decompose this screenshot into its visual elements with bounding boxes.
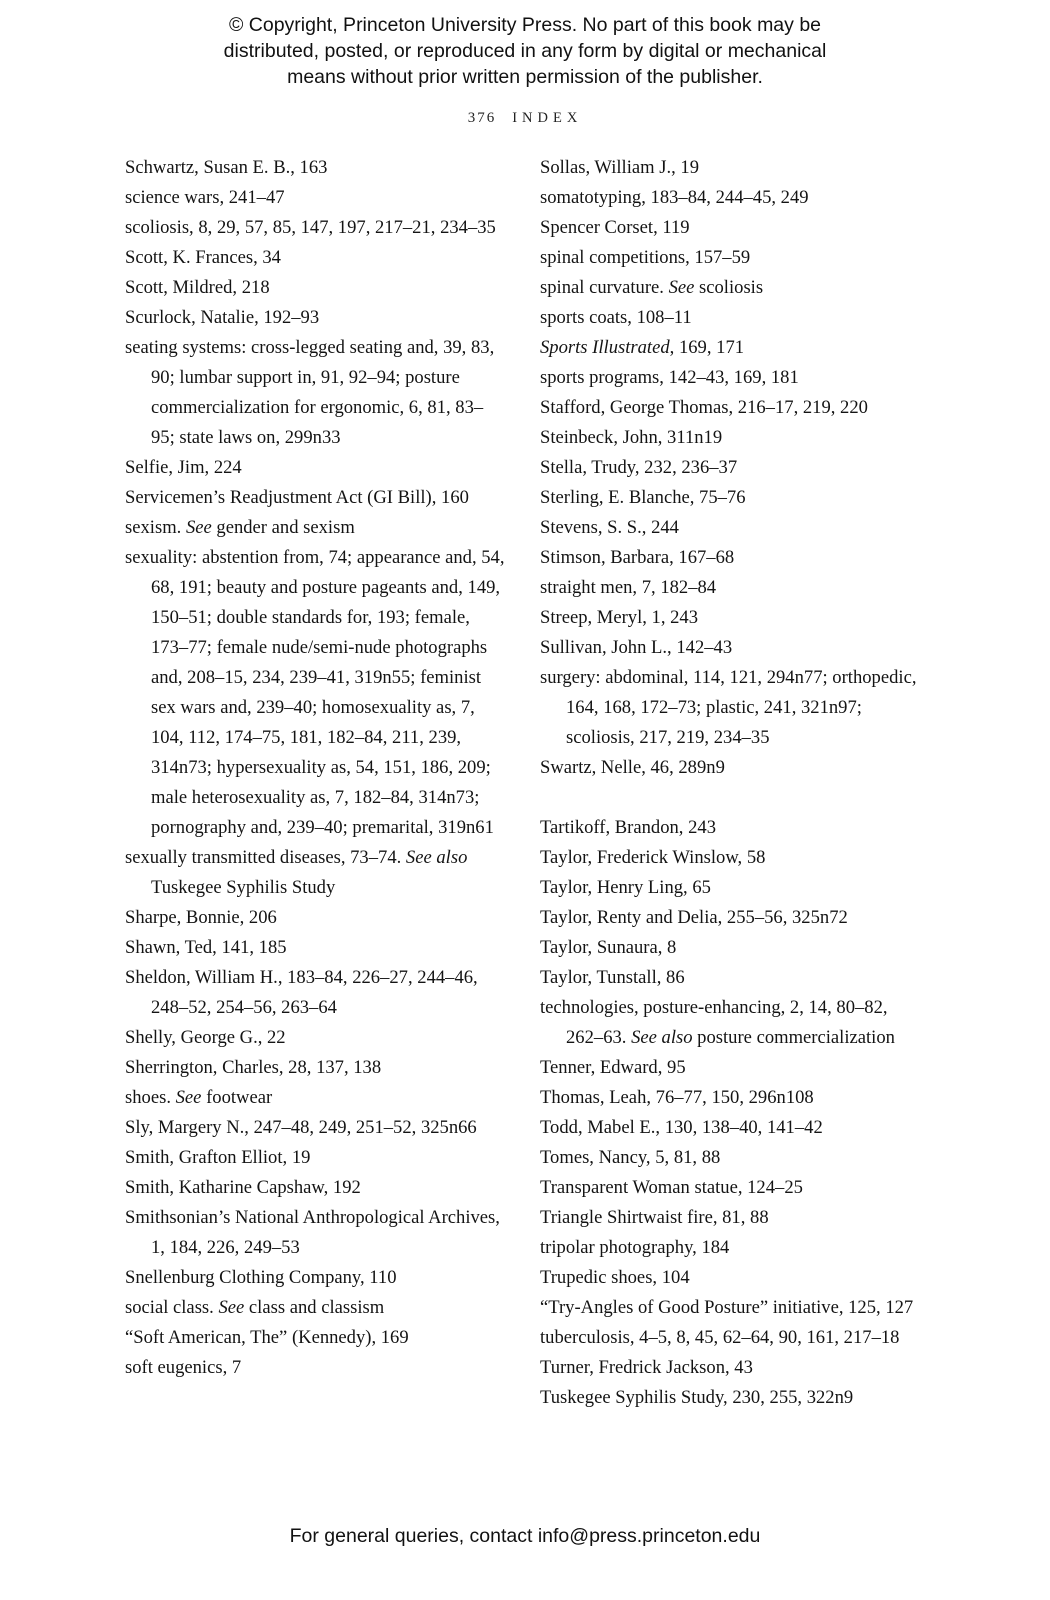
index-left-column	[125, 153, 506, 1413]
index-entry: Scott, K. Frances, 34	[125, 247, 281, 268]
index-entry: surgery: abdominal, 114, 121, 294n77; orthopedic, 164, 168, 172–73; plastic, 241, 321n97; scoliosis, 217, 219, 234–35	[540, 667, 917, 748]
index-entry: shoes. See footwear	[125, 1087, 273, 1108]
index-entry: Tuskegee Syphilis Study, 230, 255, 322n9	[540, 1387, 854, 1408]
index-entry: Thomas, Leah, 76–77, 150, 296n108	[540, 1087, 814, 1108]
index-entry: Taylor, Sunaura, 8	[540, 937, 677, 958]
index-entry: Smith, Grafton Elliot, 19	[125, 1147, 311, 1168]
copyright-line: © Copyright, Princeton University Press. No part of this book may be	[228, 14, 822, 36]
index-entry: tuberculosis, 4–5, 8, 45, 62–64, 90, 161, 217–18	[540, 1327, 900, 1348]
index-entry: Stevens, S. S., 244	[540, 517, 679, 538]
index-entry: spinal curvature. See scoliosis	[540, 277, 764, 298]
index-entry: scoliosis, 8, 29, 57, 85, 147, 197, 217–21, 234–35	[125, 217, 496, 238]
index-entry: Sollas, William J., 19	[540, 157, 700, 178]
index-entry: Todd, Mabel E., 130, 138–40, 141–42	[540, 1117, 823, 1138]
copyright-line: means without prior written permission of the publisher.	[287, 66, 763, 88]
index-entry: technologies, posture-enhancing, 2, 14, 80–82, 262–63. See also posture commercialization	[540, 997, 895, 1048]
index-entry: Triangle Shirtwaist fire, 81, 88	[540, 1207, 769, 1228]
index-entry: Streep, Meryl, 1, 243	[540, 607, 699, 628]
index-entry: Sly, Margery N., 247–48, 249, 251–52, 325n66	[125, 1117, 477, 1138]
index-entry: Servicemen’s Readjustment Act (GI Bill), 160	[125, 487, 469, 508]
copyright-line: distributed, posted, or reproduced in any form by digital or mechanical	[223, 40, 827, 62]
index-entry: science wars, 241–47	[125, 187, 285, 208]
footer-contact: For general queries, contact info@press.princeton.edu	[289, 1525, 761, 1547]
index-entry: Swartz, Nelle, 46, 289n9	[540, 757, 725, 778]
index-entry: Sterling, E. Blanche, 75–76	[540, 487, 746, 508]
index-entry: Sports Illustrated, 169, 171	[540, 337, 745, 358]
index-entry: Stimson, Barbara, 167–68	[540, 547, 735, 568]
index-entry: Turner, Fredrick Jackson, 43	[540, 1357, 753, 1378]
copyright-notice	[0, 0, 1050, 90]
page-header	[0, 110, 1050, 127]
index-entry: Steinbeck, John, 311n19	[540, 427, 723, 448]
index-entry: Sherrington, Charles, 28, 137, 138	[125, 1057, 382, 1078]
index-entry: Stella, Trudy, 232, 236–37	[540, 457, 738, 478]
index-entry: sports coats, 108–11	[540, 307, 692, 328]
index-entry: Smith, Katharine Capshaw, 192	[125, 1177, 361, 1198]
index-entry: Sullivan, John L., 142–43	[540, 637, 733, 658]
index-entry: Taylor, Tunstall, 86	[540, 967, 685, 988]
index-entry: Shelly, George G., 22	[125, 1027, 286, 1048]
index-entry: somatotyping, 183–84, 244–45, 249	[540, 187, 809, 208]
index-entry: Tenner, Edward, 95	[540, 1057, 686, 1078]
index-entry: Taylor, Frederick Winslow, 58	[540, 847, 766, 868]
index-entry: “Try-Angles of Good Posture” initiative, 125, 127	[540, 1297, 914, 1318]
index-entry: straight men, 7, 182–84	[540, 577, 717, 598]
index-entry: Scurlock, Natalie, 192–93	[125, 307, 320, 328]
column-spacer	[540, 783, 921, 813]
index-entry: sexuality: abstention from, 74; appearance and, 54, 68, 191; beauty and posture pageants and, 149, 150–51; double standards for, 193; female, 173–77; female nude/semi-nude photographs and, 208–15, 234, 239–41, 319n55; feminist sex wars and, 239–40; homosexuality as, 7, 104, 112, 174–75, 181, 182–84, 211, 239, 314n73; hypersexuality as, 54, 151, 186, 209; male heterosexuality as, 7, 182–84, 314n73; pornography and, 239–40; premarital, 319n61	[125, 547, 505, 838]
index-entry: tripolar photography, 184	[540, 1237, 730, 1258]
index-entry: sexism. See gender and sexism	[125, 517, 355, 538]
index-entry: Tartikoff, Brandon, 243	[540, 817, 716, 838]
index-entry: Sharpe, Bonnie, 206	[125, 907, 277, 928]
index-entry: sports programs, 142–43, 169, 181	[540, 367, 799, 388]
index-entry: spinal competitions, 157–59	[540, 247, 751, 268]
index-entry: Taylor, Renty and Delia, 255–56, 325n72	[540, 907, 848, 928]
index-entry: Transparent Woman statue, 124–25	[540, 1177, 803, 1198]
index-entry: Smithsonian’s National Anthropological Archives, 1, 184, 226, 249–53	[125, 1207, 500, 1258]
index-entry: soft eugenics, 7	[125, 1357, 242, 1378]
index-entry: Scott, Mildred, 218	[125, 277, 270, 298]
index-entry: Shawn, Ted, 141, 185	[125, 937, 287, 958]
section-label: INDEX	[512, 110, 583, 126]
index-entry: sexually transmitted diseases, 73–74. See also Tuskegee Syphilis Study	[125, 847, 468, 898]
index-entry: Tomes, Nancy, 5, 81, 88	[540, 1147, 721, 1168]
index-entry: seating systems: cross-legged seating and, 39, 83, 90; lumbar support in, 91, 92–94; posture commercialization for ergonomic, 6, 81, 83–95; state laws on, 299n33	[125, 337, 495, 448]
index-entry: Spencer Corset, 119	[540, 217, 690, 238]
index-entry: Schwartz, Susan E. B., 163	[125, 157, 328, 178]
page-number: 376	[467, 110, 497, 126]
index-entry: Sheldon, William H., 183–84, 226–27, 244–46, 248–52, 254–56, 263–64	[125, 967, 478, 1018]
index-entry: Trupedic shoes, 104	[540, 1267, 690, 1288]
index-entry: Selfie, Jim, 224	[125, 457, 242, 478]
index-entry: Stafford, George Thomas, 216–17, 219, 220	[540, 397, 868, 418]
index-entry: Snellenburg Clothing Company, 110	[125, 1267, 397, 1288]
index-entry: “Soft American, The” (Kennedy), 169	[125, 1327, 409, 1348]
index-entry: Taylor, Henry Ling, 65	[540, 877, 711, 898]
index-right-column	[540, 153, 921, 1413]
index-entry: social class. See class and classism	[125, 1297, 385, 1318]
index-columns	[0, 153, 1050, 1413]
